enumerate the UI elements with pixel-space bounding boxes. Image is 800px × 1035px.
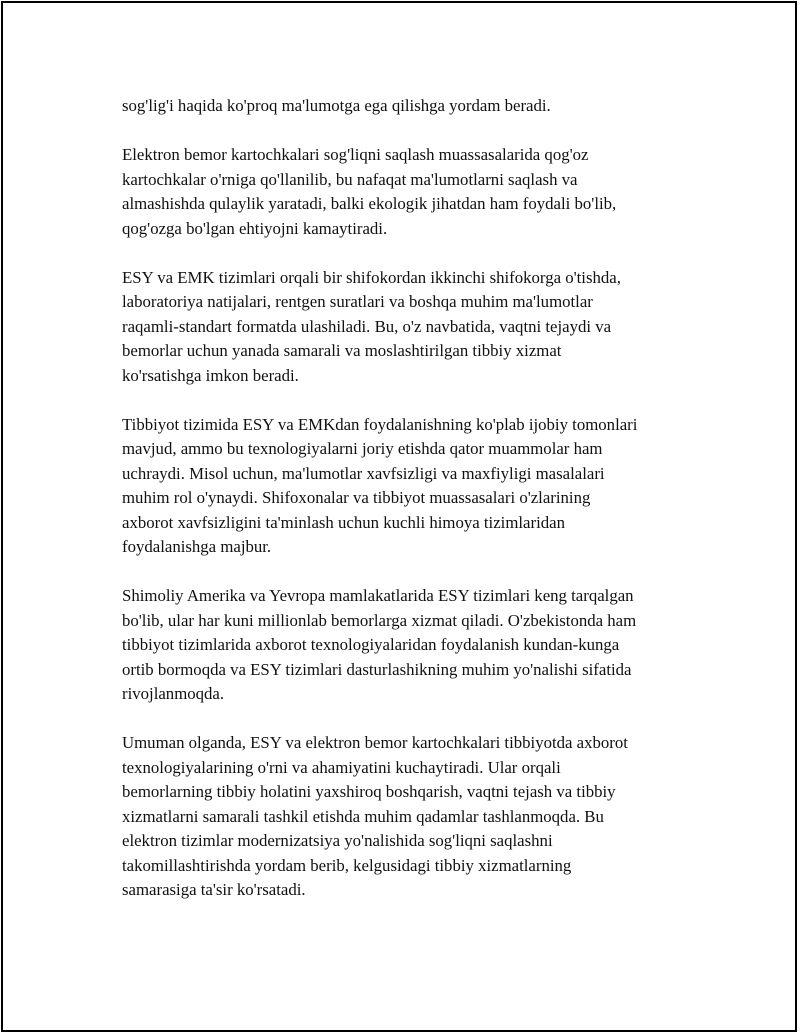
text-line: Elektron bemor kartochkalari sog'liqni saqlash muassasalarida qog'oz [122, 145, 589, 164]
paragraph-1 [122, 94, 702, 119]
text-line: foydalanishga majbur. [122, 537, 272, 556]
paragraph-2 [122, 143, 702, 241]
page-frame [1, 1, 797, 1032]
text-line: muhim rol o'ynaydi. Shifoxonalar va tibbiyot muassasalari o'zlarining [122, 488, 591, 507]
text-line: uchraydi. Misol uchun, ma'lumotlar xavfsizligi va maxfiyligi masalalari [122, 463, 605, 483]
text-line: bo'lib, ular har kuni millionlab bemorlarga xizmat qiladi. O'zbekistonda ham [122, 610, 637, 630]
text-line: elektron tizimlar modernizatsiya yo'nalishida sog'liqni saqlashni [122, 831, 553, 850]
text-line: raqamli-standart formatda ulashiladi. Bu, o'z navbatida, vaqtni tejaydi va [122, 316, 612, 336]
text-line: takomillashtirishda yordam berib, kelgusidagi tibbiy xizmatlarning [122, 855, 572, 875]
text-line: laboratoriya natijalari, rentgen suratlari va boshqa muhim ma'lumotlar [122, 292, 593, 311]
text-line: Umuman olganda, ESY va elektron bemor kartochkalari tibbiyotda axborot [122, 733, 628, 752]
text-line: tibbiyot tizimlarida axborot texnologiyalaridan foydalanish kundan-kunga [122, 635, 620, 654]
text-line: xizmatlarni samarali tashkil etishda muhim qadamlar tashlanmoqda. Bu [122, 806, 604, 826]
text-line: bemorlar uchun yanada samarali va moslashtirilgan tibbiy xizmat [122, 341, 562, 360]
text-line: ko'rsatishga imkon beradi. [122, 365, 299, 385]
text-line: rivojlanmoqda. [122, 684, 225, 703]
paragraph-5 [122, 584, 702, 707]
paragraph-4 [122, 413, 702, 560]
text-line: bemorlarning tibbiy holatini yaxshiroq boshqarish, vaqtni tejash va tibbiy [122, 782, 616, 801]
text-line: sog'lig'i haqida ko'proq ma'lumotga ega qilishga yordam beradi. [122, 96, 551, 115]
document-body [122, 94, 702, 927]
text-line: axborot xavfsizligini ta'minlash uchun kuchli himoya tizimlaridan [122, 512, 565, 532]
text-line: kartochkalar o'rniga qo'llanilib, bu nafaqat ma'lumotlarni saqlash va [122, 169, 578, 189]
text-line: mavjud, ammo bu texnologiyalarni joriy etishda qator muammolar ham [122, 439, 603, 458]
text-line: texnologiyalarining o'rni va ahamiyatini kuchaytiradi. Ular orqali [122, 757, 561, 777]
text-line: samarasiga ta'sir ko'rsatadi. [122, 880, 306, 899]
text-line: Tibbiyot tizimida ESY va EMKdan foydalanishning ko'plab ijobiy tomonlari [122, 414, 638, 434]
text-line: ortib bormoqda va ESY tizimlari dasturlashikning muhim yo'nalishi sifatida [122, 659, 632, 679]
text-line: almashishda qulaylik yaratadi, balki ekologik jihatdan ham foydali bo'lib, [122, 194, 617, 213]
text-line: ESY va EMK tizimlari orqali bir shifokordan ikkinchi shifokorga o'tishda, [122, 267, 621, 287]
text-line: Shimoliy Amerika va Yevropa mamlakatlarida ESY tizimlari keng tarqalgan [122, 586, 634, 605]
paragraph-3 [122, 266, 702, 389]
text-line: qog'ozga bo'lgan ehtiyojni kamaytiradi. [122, 218, 388, 238]
paragraph-6 [122, 731, 702, 903]
